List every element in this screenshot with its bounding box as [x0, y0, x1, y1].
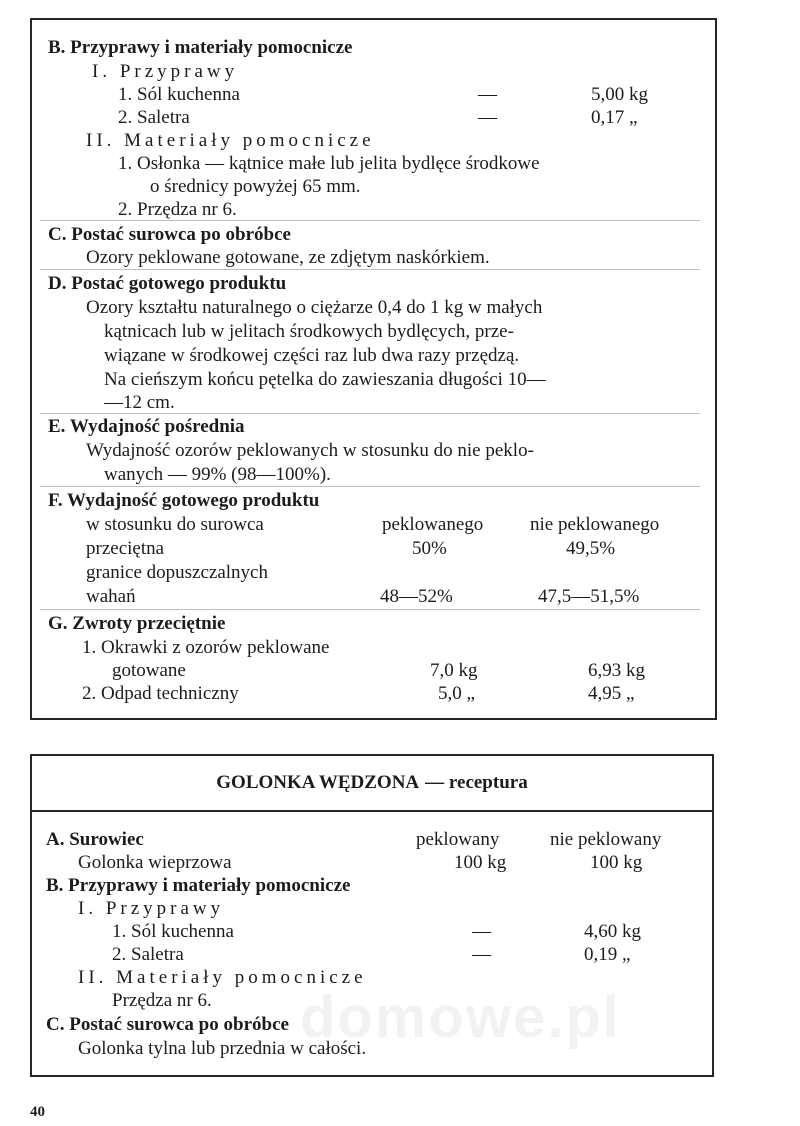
f-col2-header: nie peklowanego — [530, 514, 660, 535]
f-value: 50% — [412, 538, 447, 559]
item-dash: — — [478, 84, 497, 105]
f-row-label: granice dopuszczalnych — [86, 562, 268, 583]
text-line: Golonka tylna lub przednia w całości. — [78, 1038, 367, 1059]
item-value: 4,60 kg — [584, 921, 641, 942]
aux-line: o średnicy powyżej 65 mm. — [150, 176, 361, 197]
aux-line: 2. Przędza nr 6. — [118, 199, 237, 220]
f-col1-header: peklowanego — [382, 514, 484, 535]
g-value: 6,93 kg — [588, 660, 645, 681]
section-a-heading: A. Surowiec — [46, 829, 144, 850]
item-dash: — — [472, 921, 491, 942]
a-item: Golonka wieprzowa — [78, 852, 232, 873]
f-col-label: w stosunku do surowca — [86, 514, 264, 535]
a-col1-header: peklowany — [416, 829, 500, 850]
a-value: 100 kg — [590, 852, 643, 873]
f-value: 49,5% — [566, 538, 616, 559]
section-e-heading: E. Wydajność pośrednia — [48, 416, 245, 437]
watermark: domowe.pl — [300, 985, 621, 1050]
section-b-heading: B. Przyprawy i materiały pomocnicze — [46, 875, 351, 896]
text-line: kątnicach lub w jelitach środkowych bydlęcych, prze- — [104, 321, 514, 342]
section-c-heading: C. Postać surowca po obróbce — [46, 1014, 289, 1035]
recipe-title-bar — [32, 756, 712, 812]
item-label: 2. Saletra — [112, 944, 184, 965]
item-label: 1. Sól kuchenna — [118, 84, 240, 105]
text-line: Ozory kształtu naturalnego o ciężarze 0,4 do 1 kg w małych — [86, 297, 543, 318]
g-item-label: gotowane — [112, 660, 186, 681]
item-value: 5,00 kg — [591, 84, 648, 105]
item-dash: — — [478, 107, 497, 128]
subsection-przyprawy: I. Przyprawy — [92, 61, 239, 82]
g-value: 4,95 „ — [588, 683, 635, 704]
recipe-title-suffix: — receptura — [425, 772, 528, 794]
f-row-label: przeciętna — [86, 538, 165, 559]
g-item-label: 1. Okrawki z ozorów peklowane — [82, 637, 330, 658]
text-line: wiązane w środkowej części raz lub dwa razy przędzą. — [104, 345, 520, 366]
f-value: 47,5—51,5% — [538, 586, 640, 607]
text-line: Na cieńszym końcu pętelka do zawieszania długości 10— — [104, 369, 546, 390]
text-line: Wydajność ozorów peklowanych w stosunku do nie peklo- — [86, 440, 534, 461]
aux-line: Przędza nr 6. — [112, 990, 212, 1011]
section-g-heading: G. Zwroty przeciętnie — [48, 613, 226, 634]
a-value: 100 kg — [454, 852, 507, 873]
aux-line: 1. Osłonka — kątnice małe lub jelita bydlęce środkowe — [118, 153, 540, 174]
section-b-heading: B. Przyprawy i materiały pomocnicze — [48, 37, 353, 58]
g-item-label: 2. Odpad techniczny — [82, 683, 239, 704]
page-number: 40 — [30, 1104, 45, 1120]
f-value: 48—52% — [380, 586, 453, 607]
g-value: 5,0 „ — [438, 683, 475, 704]
item-value: 0,19 „ — [584, 944, 631, 965]
subsection-przyprawy: I. Przyprawy — [78, 898, 225, 919]
item-value: 0,17 „ — [591, 107, 638, 128]
text-line: wanych — 99% (98—100%). — [104, 464, 331, 485]
section-c-heading: C. Postać surowca po obróbce — [48, 224, 291, 245]
subsection-materialy: II. Materiały pomocnicze — [86, 130, 375, 151]
recipe-title: GOLONKA WĘDZONA — [216, 772, 420, 794]
a-col2-header: nie peklowany — [550, 829, 662, 850]
item-label: 1. Sól kuchenna — [112, 921, 234, 942]
section-d-heading: D. Postać gotowego produktu — [48, 273, 287, 294]
text-line: —12 cm. — [104, 392, 175, 413]
item-dash: — — [472, 944, 491, 965]
text-line: Ozory peklowane gotowane, ze zdjętym naskórkiem. — [86, 247, 490, 268]
item-label: 2. Saletra — [118, 107, 190, 128]
f-row-label: wahań — [86, 586, 136, 607]
g-value: 7,0 kg — [430, 660, 478, 681]
subsection-materialy: II. Materiały pomocnicze — [78, 967, 367, 988]
section-f-heading: F. Wydajność gotowego produktu — [48, 490, 320, 511]
